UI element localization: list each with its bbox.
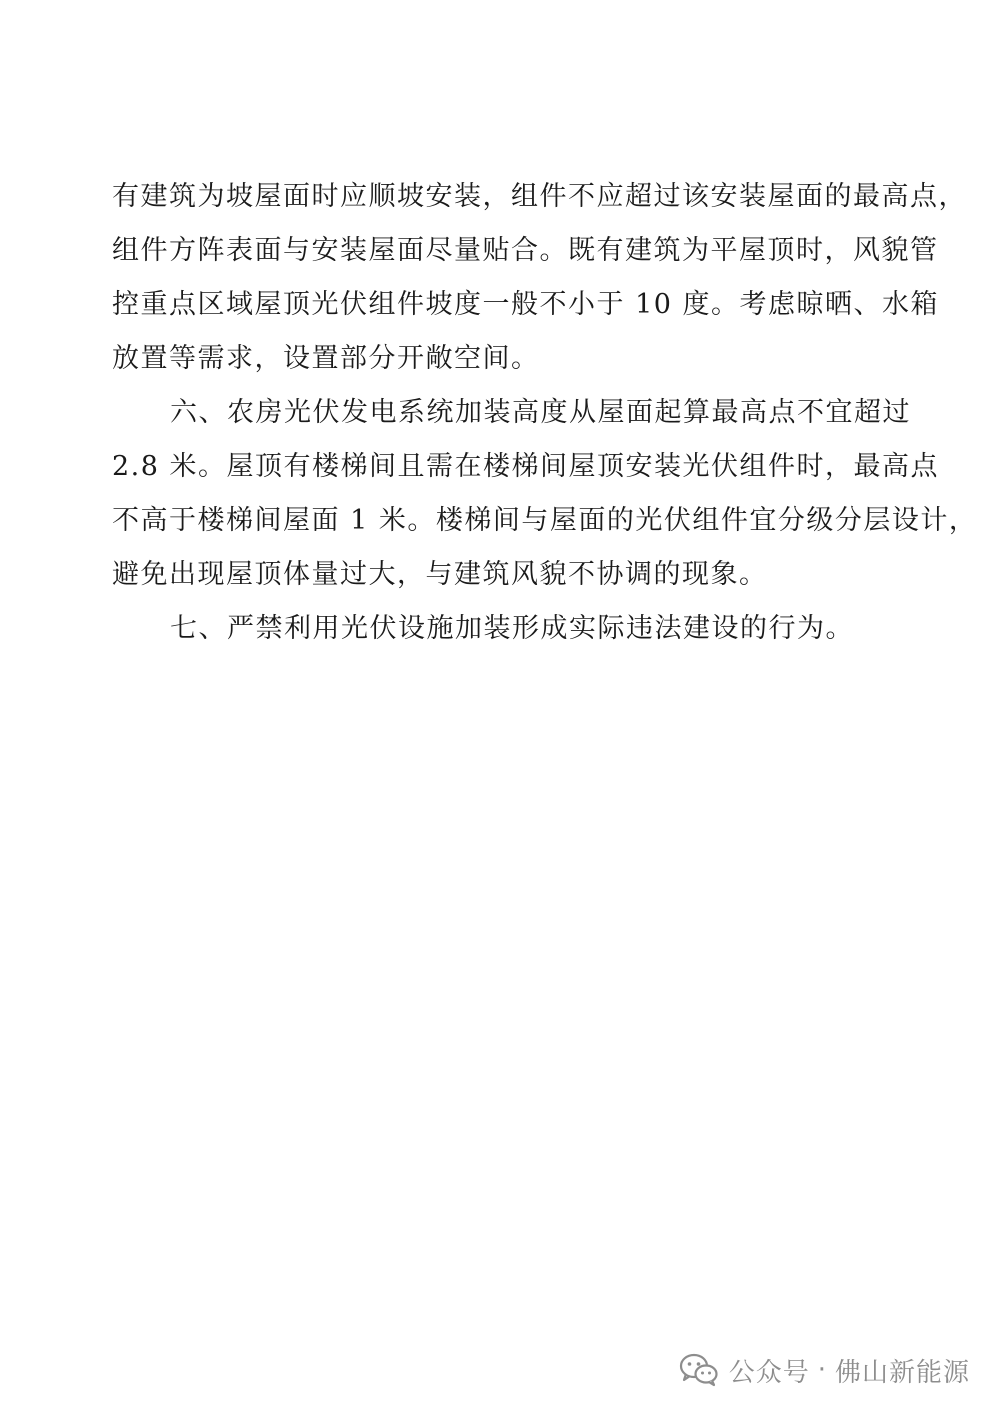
wechat-icon [679,1353,719,1387]
wechat-watermark [679,1352,970,1388]
watermark-separator: · [817,1355,827,1385]
paragraph-5-line-continued-3: 控重点区域屋顶光伏组件坡度一般不小于 10 度。考虑晾晒、水箱 [112,289,940,320]
watermark-account-name: 佛山新能源 [834,1357,970,1388]
watermark-platform-label: 公众号 [728,1357,810,1388]
document-body [112,170,978,656]
paragraph-5-line-continued-2: 组件方阵表面与安装屋面尽量贴合。既有建筑为平屋顶时，风貌管 [112,235,939,266]
paragraph-6-line-4: 避免出现屋顶体量过大，与建筑风貌不协调的现象。 [112,559,768,590]
paragraph-5-line-continued-4: 放置等需求，设置部分开敞空间。 [112,343,540,374]
paragraph-6-line-3: 不高于楼梯间屋面 1 米。楼梯间与屋面的光伏组件宜分级分层设计， [112,505,978,536]
paragraph-7-line-1: 七、严禁利用光伏设施加装形成实际违法建设的行为。 [170,613,854,644]
paragraph-6-line-2: 2.8 米。屋顶有楼梯间且需在楼梯间屋顶安装光伏组件时，最高点 [112,451,940,482]
paragraph-6-line-1: 六、农房光伏发电系统加装高度从屋面起算最高点不宜超过 [170,397,911,428]
paragraph-5-line-continued-1: 有建筑为坡屋面时应顺坡安装，组件不应超过该安装屋面的最高点， [112,181,967,212]
